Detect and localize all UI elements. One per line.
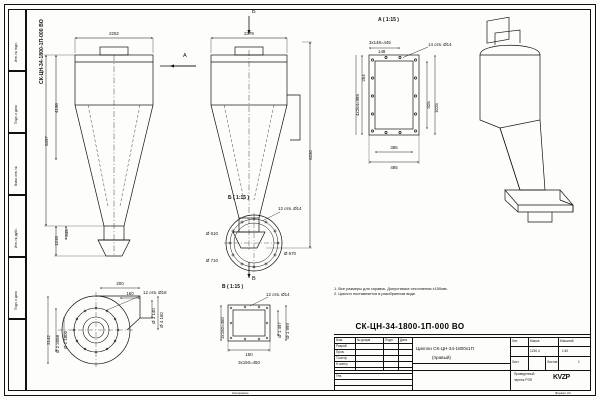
margin-label-1: Подп. и дата [14, 105, 18, 124]
note-line-1: 1. Все размеры для справок. Допустимые отклонения ±100мм. [334, 286, 448, 291]
detail-a-385: 385 [390, 145, 398, 150]
front-dim-h2: 5397 [44, 136, 49, 146]
notes-block [334, 286, 549, 297]
tb-product-name-1: Циклон СК-ЦН-34-1800х1П [416, 346, 474, 351]
margin-label-3: Инв. № дубл. [14, 228, 18, 248]
tb-role-0: Изм. [336, 338, 343, 342]
detail-b-670: Ø 670 [284, 251, 296, 256]
tb-col2-0: № докум. [357, 338, 372, 342]
plan-dim-r4: Ø 4 160 [159, 312, 164, 328]
tb-row-8 [334, 385, 412, 386]
plan-dim-2088: Ø 2 2088 [55, 334, 60, 354]
detail-a-925: 925 [426, 101, 431, 109]
detail-a-1025: 1025 [434, 103, 439, 113]
detail-b-610: Ø 610 [206, 231, 218, 236]
tb-row-2 [334, 349, 412, 350]
detail-v-left-dim: 3x150=450 [220, 317, 225, 339]
tb-product-name-2: (правый) [432, 355, 451, 360]
margin-label-2: Взам. инв. № [14, 166, 18, 186]
tb-role-4: Н.контр. [336, 362, 349, 366]
plan-holes: 12 отв. Ø18 [143, 290, 167, 295]
plan-dim-r3: Ø 3 140 [151, 308, 156, 324]
tb-col4-0: Дата [400, 338, 408, 342]
tb-sep-4 [412, 337, 413, 391]
title-underline [334, 334, 591, 335]
tb-role-3: Т.контр. [336, 356, 348, 360]
detail-v-150: 150 [245, 352, 253, 357]
tb-sheet-label: Лист [512, 360, 519, 364]
margin-label-4: Подп. и дата [14, 291, 18, 310]
front-dim-h1: 4198 [54, 103, 59, 113]
tb-mass-sep [510, 356, 591, 357]
tb-row-7 [334, 379, 412, 380]
tb-sep-3 [398, 337, 399, 370]
note-line-2: 2. Циклон поставляется в разобранном виде. [334, 291, 417, 297]
tb-lit-sep [510, 346, 591, 347]
detail-b-holes: 12 отв. Ø14 [278, 206, 302, 211]
tb-mass-label: Масса [530, 339, 540, 343]
margin-label-0: Инв. № подл. [14, 42, 18, 62]
margin-cell-5 [8, 319, 26, 391]
company-logo: KVZP [553, 374, 570, 381]
tb-mass-value: 1230,4 [530, 349, 540, 353]
tb-lit-label: Лит. [512, 339, 518, 343]
plan-dim-160: 160 [126, 291, 134, 296]
tb-sheets-label: Листов [547, 360, 558, 364]
tb-sheet-sep [510, 370, 591, 371]
front-dim-top: 2252 [109, 31, 119, 36]
footer-copy: Копировать [232, 391, 249, 395]
detail-b-710: Ø 710 [206, 258, 218, 263]
plan-dim-200: 200 [116, 281, 124, 286]
detail-a-264: 264 [361, 74, 366, 82]
tb-sep-9 [545, 356, 546, 370]
front-dim-h4: 845 [64, 229, 69, 237]
tb-company-2: чертеж РЭП [514, 378, 533, 382]
detail-b-title: Б ( 1:15 ) [228, 195, 250, 201]
tb-role-5: Утв. [336, 374, 343, 378]
detail-v-holes: 12 отв. Ø14 [266, 292, 290, 297]
tb-col3-0: Подп. [385, 338, 394, 342]
front-dim-h3: 1318 [54, 236, 59, 246]
section-marker-b: Б [252, 9, 256, 15]
tb-sheets-value: 1 [578, 360, 580, 364]
section-marker-a: A [183, 53, 187, 59]
detail-v-3x150: 3x150=450 [238, 360, 260, 365]
drawing-title: СК-ЦН-34-1800-1П-000 ВО [355, 322, 465, 331]
section-marker-v: В [252, 276, 256, 282]
detail-v-r2: Ø 1 999 [285, 323, 290, 339]
detail-v-r1: Ø 1 497 [277, 322, 282, 338]
detail-a-title: A ( 1:15 ) [378, 17, 399, 23]
sheet-number-vertical: СК-ЦН-34-1800-1П-000 ВО [39, 19, 45, 84]
plan-dim-1800: Ø 1 1800 [63, 330, 68, 350]
detail-a-holes: 14 отв. Ø14 [428, 42, 452, 47]
tb-name-sep [412, 363, 510, 364]
detail-a-3x148: 3x148=445 [369, 40, 391, 45]
detail-a-148: 148 [378, 49, 386, 54]
detail-v-title: В ( 1:15 ) [222, 284, 244, 290]
tb-scale-value: 1:40 [562, 349, 569, 353]
tb-sep-7 [558, 337, 559, 370]
tb-scale-label: Масштаб [560, 339, 574, 343]
tb-sep-6 [528, 337, 529, 370]
tb-sep-1 [355, 337, 356, 370]
tb-role-2: Пров. [336, 350, 345, 354]
side-dim-height: 6220 [308, 150, 313, 160]
tb-role-1: Разраб. [336, 344, 348, 348]
tb-mid-sep [334, 370, 510, 371]
plan-dim-2142: 2142 [46, 335, 51, 345]
detail-a-485: 485 [390, 165, 398, 170]
tb-sep-2 [383, 337, 384, 370]
tb-company-1: Приведенный [514, 372, 535, 376]
side-dim-top: 2379 [244, 31, 254, 36]
tb-row-6 [334, 373, 412, 374]
footer-format: Формат A3 [555, 391, 571, 395]
detail-a-4x264: 4x264=985 [355, 94, 360, 116]
tb-row-5 [334, 367, 412, 368]
